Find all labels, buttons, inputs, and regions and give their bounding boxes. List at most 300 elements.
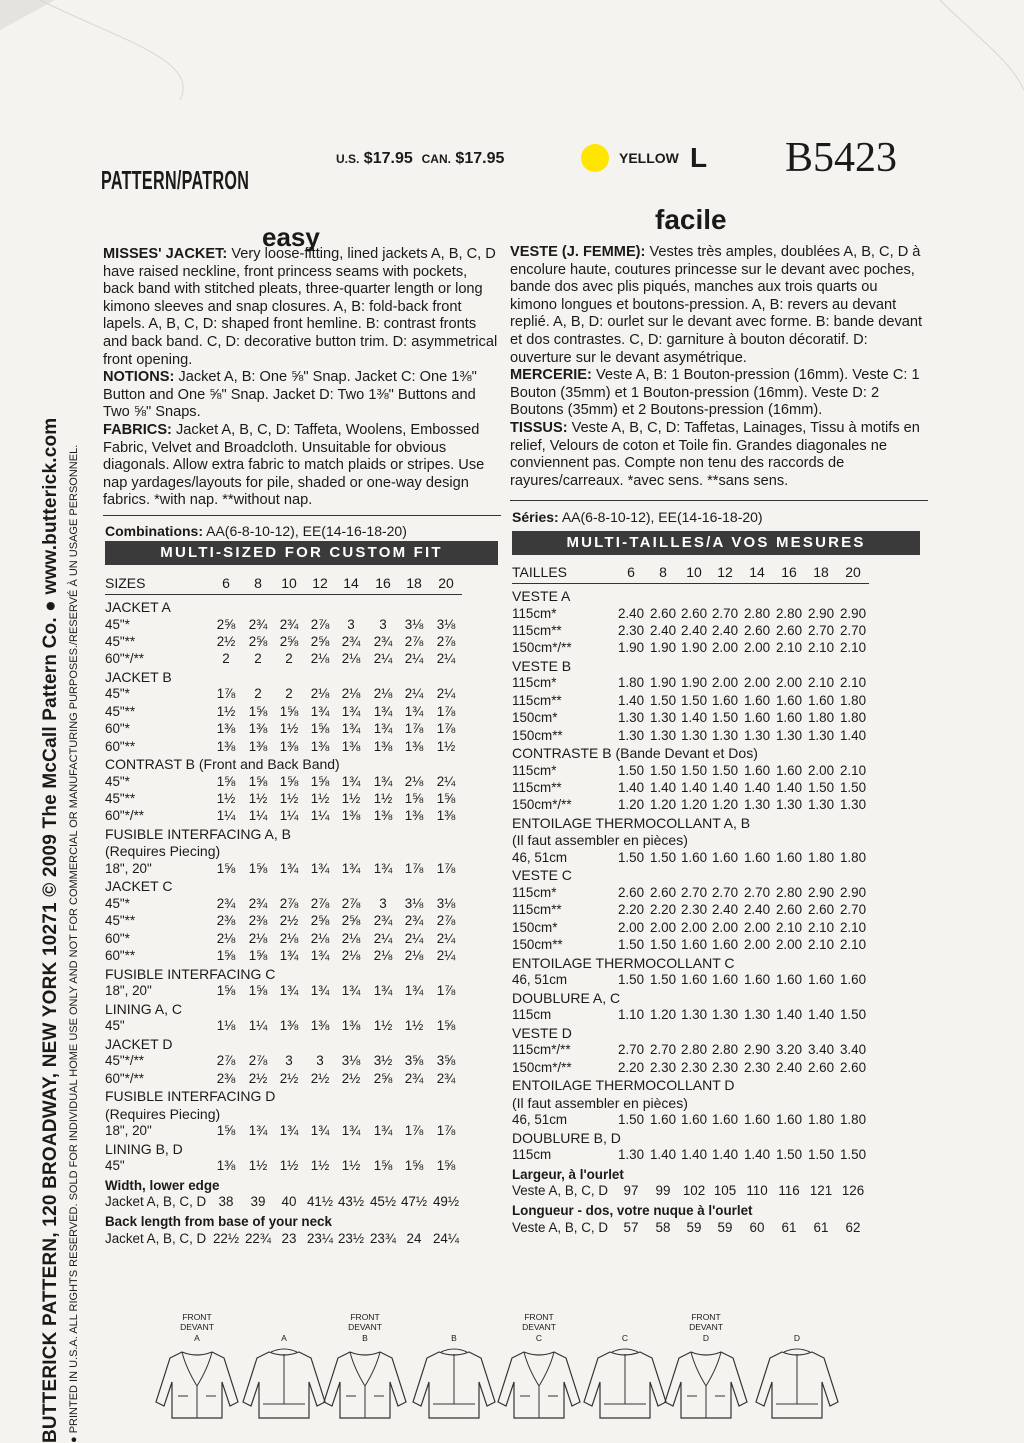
jacket-sketch-icon <box>752 1346 842 1426</box>
yardage-value: 1.80 <box>807 710 835 726</box>
size-column-header: 16 <box>375 575 391 591</box>
yardage-value: 1¾ <box>310 1123 330 1139</box>
yardage-value: 1.40 <box>649 1147 677 1163</box>
yardage-value: 1⅜ <box>279 738 299 754</box>
fabric-width-label: 115cm** <box>512 692 562 708</box>
yardage-value: 1.30 <box>711 727 739 743</box>
yardage-value: 1⅝ <box>279 773 299 789</box>
yardage-value: 2⅞ <box>279 896 299 911</box>
size-column-header: 16 <box>781 564 797 580</box>
yardage-value: 1.40 <box>711 780 739 795</box>
size-column-header: 20 <box>438 575 454 591</box>
yardage-value: 3 <box>379 896 387 911</box>
yardage-value: 2.40 <box>743 902 771 918</box>
yardage-value: 2.40 <box>680 623 708 638</box>
yardage-value: 1½ <box>373 1018 393 1034</box>
yardage-value: 1⅞ <box>216 686 236 702</box>
tissus-text: Veste A, B, C, D: Taffetas, Lainages, Tissu à motifs en relief, Velours de coton et Toile fin. Grandes diagonales ne conviennent pas. Compte non tenu des raccords de rayures/carreaux. *avec sens. **sans sens. <box>510 419 920 489</box>
yardage-value: 2½ <box>310 1070 330 1086</box>
yardage-value: 3⅝ <box>404 1053 424 1069</box>
yardage-value: 1.40 <box>711 1147 739 1163</box>
jacket-sketch-icon <box>320 1346 410 1426</box>
section-label: LINING A, C <box>105 1000 183 1017</box>
yardage-value: 1.90 <box>680 675 708 691</box>
yardage-value: 2¾ <box>373 913 393 929</box>
yardage-value: 2 <box>254 651 262 667</box>
yardage-value: 2⅝ <box>279 634 299 649</box>
yardage-value: 1.60 <box>775 972 803 988</box>
yardage-value: 1.60 <box>839 972 867 988</box>
fabric-width-label: 45"** <box>105 703 136 719</box>
yardage-value: 2.30 <box>711 1059 739 1075</box>
fabric-width-label: 115cm <box>512 1007 552 1023</box>
yardage-value: 1⅜ <box>310 1018 330 1034</box>
yardage-value: 1⅝ <box>310 773 330 789</box>
yardage-value: 1¾ <box>373 983 393 999</box>
yardage-value: 1.30 <box>711 1007 739 1023</box>
description-en <box>103 246 501 510</box>
yardage-value: 2⅞ <box>310 896 330 911</box>
yardage-value: 2¾ <box>279 616 299 632</box>
yardage-value: 1.40 <box>775 1007 803 1023</box>
backlen-value: 61 <box>781 1219 797 1235</box>
yardage-value: 2.40 <box>649 623 677 638</box>
yardage-value: 1⅞ <box>404 861 424 876</box>
spine-line-2: ● PRINTED IN U.S.A. ALL RIGHTS RESERVED. SOLD FOR INDIVIDUAL HOME USE ONLY AND NOT FOR COMMERCIAL OR MANUFACTURING PURPOSES./RESERVÉ À UN USAGE PERSONNEL. <box>68 444 80 1443</box>
veste-heading: VESTE (J. FEMME): <box>510 244 646 260</box>
yardage-value: 2⅛ <box>373 948 393 964</box>
jacket-heading: MISSES' JACKET: <box>103 246 228 262</box>
size-column-header: 12 <box>312 575 328 591</box>
yardage-value: 2.00 <box>711 919 739 935</box>
yardage-value: 2.30 <box>649 1059 677 1075</box>
yardage-value: 1½ <box>216 791 236 806</box>
yardage-value: 1.90 <box>680 640 708 656</box>
width-value: 97 <box>623 1182 639 1198</box>
yardage-value: 2.70 <box>617 1042 645 1058</box>
jacket-sketch-icon <box>580 1346 670 1426</box>
front-label: FRONT <box>691 1312 721 1322</box>
width-row-label: Veste A, B, C, D <box>512 1182 609 1198</box>
yardage-value: 2⅛ <box>310 930 330 946</box>
backlen-value: 59 <box>686 1219 702 1235</box>
yardage-value: 1.50 <box>711 710 739 726</box>
yardage-value: 1.80 <box>807 1112 835 1128</box>
fabric-width-label: 150cm* <box>512 710 558 726</box>
yardage-value: 2 <box>285 651 293 667</box>
fabric-width-label: 18", 20" <box>105 983 152 999</box>
yardage-value: 1⅝ <box>248 773 268 789</box>
yardage-value: 1¾ <box>279 861 299 876</box>
yardage-value: 1.50 <box>711 762 739 778</box>
yardage-value: 1.40 <box>617 692 645 708</box>
width-value: 126 <box>841 1182 865 1198</box>
yardage-table-fr <box>512 564 932 1324</box>
fabric-width-label: 45"** <box>105 913 136 929</box>
fabrics-description <box>103 422 501 510</box>
yardage-value: 1.80 <box>839 850 867 865</box>
yardage-value: 2.30 <box>680 902 708 918</box>
yardage-value: 2.90 <box>839 605 867 621</box>
yardage-value: 2.00 <box>649 919 677 935</box>
yardage-value: 2.00 <box>743 640 771 656</box>
yardage-value: 1¾ <box>404 703 424 719</box>
fabric-width-label: 115cm** <box>512 902 562 918</box>
yardage-value: 1⅜ <box>341 1018 361 1034</box>
yardage-value: 1.50 <box>617 850 645 865</box>
yardage-value: 2.00 <box>743 937 771 953</box>
yardage-value: 1.40 <box>680 1147 708 1163</box>
yardage-value: 1⅝ <box>216 1123 236 1139</box>
yardage-value: 2.80 <box>775 605 803 621</box>
section-label: ENTOILAGE THERMOCOLLANT A, B <box>512 814 751 831</box>
fabric-width-label: 115cm* <box>512 762 557 778</box>
yardage-value: 1.60 <box>743 972 771 988</box>
us-price: $17.95 <box>363 150 413 167</box>
yardage-value: 1¾ <box>373 1123 393 1139</box>
can-label: CAN. <box>421 152 451 166</box>
yardage-value: 2.00 <box>743 919 771 935</box>
yardage-value: 2.20 <box>617 1059 645 1075</box>
fabric-width-label: 60"*/** <box>105 1070 145 1086</box>
yardage-value: 1.60 <box>775 692 803 708</box>
yardage-value: 2.20 <box>617 902 645 918</box>
yardage-value: 1.60 <box>743 1112 771 1128</box>
spine-line-1: BUTTERICK PATTERN, 120 BROADWAY, NEW YORK 10271 © 2009 The McCall Pattern Co. ● www.butterick.com <box>40 417 61 1443</box>
yardage-value: 2.10 <box>839 937 867 953</box>
yardage-value: 1¼ <box>216 808 236 824</box>
sketch-view-letter: C <box>535 1333 543 1343</box>
yardage-value: 1.30 <box>649 710 677 726</box>
size-column-header: 6 <box>627 564 635 580</box>
yardage-value: 2.40 <box>711 623 739 638</box>
yardage-value: 1.50 <box>649 937 677 953</box>
fabric-width-label: 45" <box>105 1018 125 1034</box>
yardage-value: 1.40 <box>743 1147 771 1163</box>
yardage-value: 1.20 <box>617 797 645 813</box>
yardage-value: 1⅝ <box>216 948 236 964</box>
yardage-value: 1.20 <box>711 797 739 813</box>
yardage-value: 2.60 <box>775 623 803 638</box>
yardage-value: 1.30 <box>807 797 835 813</box>
yardage-value: 1.60 <box>775 850 803 865</box>
yardage-value: 1.30 <box>617 727 645 743</box>
yardage-value: 2.10 <box>807 919 835 935</box>
fabric-width-label: 45"* <box>105 773 130 789</box>
yardage-value: 1.30 <box>680 1007 708 1023</box>
yardage-value: 2⅛ <box>279 930 299 946</box>
yardage-value: 2⅜ <box>216 913 236 929</box>
yardage-value: 1.60 <box>775 710 803 726</box>
section-label: JACKET A <box>105 599 171 615</box>
yardage-value: 2.70 <box>839 623 867 638</box>
yardage-value: 1.50 <box>680 762 708 778</box>
devant-label: DEVANT <box>348 1322 382 1332</box>
yardage-value: 3⅛ <box>404 616 424 632</box>
yardage-value: 2¾ <box>248 616 268 632</box>
yardage-value: 1⅝ <box>404 791 424 806</box>
yardage-value: 2.40 <box>711 902 739 918</box>
yardage-value: 2⅛ <box>404 773 424 789</box>
fabrics-heading: FABRICS: <box>103 421 172 438</box>
width-row-label: Jacket A, B, C, D <box>105 1193 207 1209</box>
yardage-value: 1½ <box>279 721 299 737</box>
yardage-value: 2.70 <box>680 885 708 900</box>
fabric-width-label: 45"* <box>105 686 130 702</box>
yardage-value: 2.00 <box>711 640 739 656</box>
fabric-width-label: 45"* <box>105 896 130 911</box>
mercerie-text: Veste A, B: 1 Bouton-pression (16mm). Veste C: 1 Bouton (35mm) et 1 Bouton-pression (16mm). Veste D: 2 Boutons (35mm) et 2 Boutons-pression (16mm). <box>510 367 920 419</box>
divider <box>105 594 462 595</box>
yardage-value: 1⅞ <box>436 983 456 999</box>
backlen-value: 61 <box>813 1219 829 1235</box>
section-label: DOUBLURE B, D <box>512 1129 621 1146</box>
yardage-value: 1.30 <box>839 797 867 813</box>
yardage-value: 1.80 <box>839 710 867 726</box>
yardage-value: 1¾ <box>279 948 299 964</box>
yardage-value: 1¾ <box>341 983 361 999</box>
yardage-value: 1⅝ <box>436 1158 456 1174</box>
width-value: 102 <box>682 1182 706 1198</box>
fabric-width-label: 60"* <box>105 721 130 737</box>
yardage-value: 1.20 <box>680 797 708 813</box>
yardage-value: 2.70 <box>839 902 867 918</box>
yardage-value: 1.80 <box>839 1112 867 1128</box>
yardage-value: 2⅞ <box>248 1053 268 1069</box>
yardage-value: 1⅜ <box>216 738 236 754</box>
yardage-value: 1.40 <box>649 780 677 795</box>
yardage-value: 1.60 <box>711 972 739 988</box>
yardage-value: 2.10 <box>807 640 835 656</box>
sketch-view-letter: B <box>451 1333 457 1343</box>
section-label: (Requires Piecing) <box>105 1105 221 1122</box>
yardage-value: 1.60 <box>711 850 739 865</box>
yardage-value: 3⅛ <box>404 896 424 911</box>
yardage-value: 2⅜ <box>216 1070 236 1086</box>
yardage-value: 2¼ <box>404 651 424 667</box>
yardage-value: 1.80 <box>839 692 867 708</box>
yardage-value: 1.80 <box>807 850 835 865</box>
yardage-value: 1⅜ <box>341 808 361 824</box>
section-label: FUSIBLE INTERFACING D <box>105 1088 276 1104</box>
sketch-view-label <box>676 1312 736 1332</box>
fabric-width-label: 115cm*/** <box>512 1042 571 1058</box>
yardage-value: 1⅜ <box>248 738 268 754</box>
yardage-value: 1.30 <box>617 1147 645 1163</box>
yardage-value: 2⅛ <box>216 930 236 946</box>
mercerie-description <box>510 367 928 420</box>
yardage-value: 1.50 <box>807 780 835 795</box>
yardage-value: 2⅞ <box>310 616 330 632</box>
yardage-value: 1.60 <box>743 692 771 708</box>
yardage-value: 2⅞ <box>436 913 456 929</box>
yardage-value: 1¾ <box>341 703 361 719</box>
section-label: JACKET D <box>105 1035 173 1052</box>
yardage-value: 1.30 <box>743 1007 771 1023</box>
backlen-value: 23½ <box>337 1230 365 1246</box>
section-label: (Requires Piecing) <box>105 843 221 860</box>
yardage-value: 1.50 <box>680 692 708 708</box>
yardage-value: 3½ <box>373 1053 393 1069</box>
section-label: VESTE D <box>512 1024 572 1041</box>
sketch-view-letter: A <box>281 1333 287 1343</box>
width-value: 40 <box>281 1193 297 1209</box>
yardage-value: 1¾ <box>310 948 330 964</box>
notions-description <box>103 369 501 422</box>
yardage-value: 2¼ <box>436 773 456 789</box>
yardage-value: 2¼ <box>436 930 456 946</box>
front-label: FRONT <box>524 1312 554 1322</box>
yardage-value: 2¼ <box>436 686 456 702</box>
yardage-value: 1.30 <box>775 727 803 743</box>
yardage-value: 2.90 <box>743 1042 771 1058</box>
yardage-value: 1.50 <box>617 937 645 953</box>
yardage-value: 1⅜ <box>216 1158 236 1174</box>
backlen-value: 24 <box>406 1230 422 1246</box>
yardage-value: 1¼ <box>248 808 268 824</box>
fabrics-text: Jacket A, B, C, D: Taffeta, Woolens, Embossed Fabric, Velvet and Broadcloth. Unsuitable for obvious diagonals. Allow extra fabric to match plaids or stripes. Use nap yardages/layouts for pile, shaded or one-way design fabrics. *with nap. **without nap. <box>103 421 485 509</box>
yardage-value: 1¾ <box>279 1123 299 1139</box>
yardage-value: 1.60 <box>649 1112 677 1128</box>
yardage-value: 2⅛ <box>341 651 361 667</box>
yardage-value: 1.30 <box>743 797 771 813</box>
section-label: ENTOILAGE THERMOCOLLANT C <box>512 954 735 971</box>
yardage-value: 1.60 <box>743 762 771 778</box>
width-value: 121 <box>809 1182 833 1198</box>
notions-heading: NOTIONS: <box>103 369 175 386</box>
yardage-value: 2⅝ <box>341 913 361 929</box>
section-label: VESTE C <box>512 867 572 884</box>
sizes-label: TAILLES <box>512 564 567 580</box>
divider <box>103 515 501 516</box>
yardage-value: 2.10 <box>807 675 835 691</box>
yardage-value: 2⅞ <box>341 896 361 911</box>
yardage-value: 1½ <box>404 1018 424 1034</box>
sketch-view-letter: A <box>194 1333 200 1343</box>
yardage-value: 2.70 <box>711 605 739 621</box>
backlen-value: 23¾ <box>369 1230 397 1246</box>
devant-label: DEVANT <box>180 1322 214 1332</box>
backlen-value: 60 <box>749 1219 765 1235</box>
yardage-value: 3⅝ <box>436 1053 456 1069</box>
color-dot-icon <box>581 144 609 172</box>
yardage-value: 1.30 <box>807 727 835 743</box>
yardage-value: 1¾ <box>373 721 393 737</box>
jacket-sketch-icon <box>239 1346 329 1426</box>
yardage-value: 2.10 <box>839 640 867 656</box>
difficulty-en: easy <box>262 222 320 252</box>
yardage-value: 1.60 <box>743 710 771 726</box>
front-label: FRONT <box>182 1312 212 1322</box>
yardage-value: 1¾ <box>310 983 330 999</box>
yardage-value: 1.90 <box>649 640 677 656</box>
yardage-value: 2¾ <box>341 634 361 649</box>
yardage-value: 1½ <box>248 791 268 806</box>
width-label: Width, lower edge <box>105 1177 220 1193</box>
yardage-value: 2⅞ <box>216 1053 236 1069</box>
yardage-value: 3⅛ <box>436 896 456 911</box>
width-value: 116 <box>778 1182 800 1198</box>
front-label: FRONT <box>350 1312 380 1322</box>
yardage-value: 1⅜ <box>216 721 236 737</box>
yardage-value: 2¼ <box>436 948 456 964</box>
yardage-value: 2.60 <box>617 885 645 900</box>
backlen-label: Longueur - dos, votre nuque à l'ourlet <box>512 1202 753 1218</box>
yardage-value: 2.60 <box>743 623 771 638</box>
width-value: 41½ <box>306 1193 334 1209</box>
width-value: 45½ <box>369 1193 397 1209</box>
yardage-value: 1½ <box>279 1158 299 1174</box>
yardage-value: 2.90 <box>807 605 835 621</box>
yardage-value: 2.80 <box>775 885 803 900</box>
yardage-value: 2¼ <box>404 930 424 946</box>
yardage-value: 1½ <box>341 1158 361 1174</box>
jacket-sketch-icon <box>152 1346 242 1426</box>
yardage-value: 1¾ <box>373 773 393 789</box>
fabric-width-label: 60"** <box>105 948 136 964</box>
divider <box>512 583 869 584</box>
yardage-value: 2.70 <box>711 885 739 900</box>
sketch-view-label <box>335 1312 395 1332</box>
yardage-value: 2⅛ <box>341 930 361 946</box>
yardage-value: 1¾ <box>341 721 361 737</box>
jacket-sketch-icon <box>409 1346 499 1426</box>
size-column-header: 10 <box>281 575 297 591</box>
fabric-width-label: 46, 51cm <box>512 1112 568 1128</box>
difficulty-fr: facile <box>655 204 727 235</box>
yardage-value: 1⅜ <box>341 738 361 754</box>
tissus-heading: TISSUS: <box>510 419 568 436</box>
yardage-value: 1.50 <box>617 762 645 778</box>
yardage-value: 2.70 <box>649 1042 677 1058</box>
fabric-width-label: 150cm*/** <box>512 1059 572 1075</box>
backlen-value: 59 <box>717 1219 733 1235</box>
fabric-width-label: 60"* <box>105 930 130 946</box>
fabric-width-label: 150cm* <box>512 919 558 935</box>
yardage-value: 1⅞ <box>404 721 424 737</box>
width-value: 38 <box>218 1193 234 1209</box>
yardage-value: 2½ <box>279 1070 299 1086</box>
yardage-value: 2.10 <box>775 919 803 935</box>
size-column-header: 8 <box>254 575 262 591</box>
pattern-number: B5423 <box>785 135 898 181</box>
yardage-value: 2.40 <box>775 1059 803 1075</box>
fabric-width-label: 60"*/** <box>105 808 145 824</box>
yardage-value: 1.60 <box>711 937 739 953</box>
yardage-value: 1⅝ <box>310 721 330 737</box>
banner-fr: MULTI-TAILLES/A VOS MESURES <box>512 531 920 555</box>
devant-label: DEVANT <box>522 1322 556 1332</box>
yardage-value: 3 <box>316 1053 324 1069</box>
yardage-value: 2¾ <box>216 896 236 911</box>
yardage-value: 1.40 <box>617 780 645 795</box>
yardage-value: 2⅝ <box>248 634 268 649</box>
yardage-value: 2.00 <box>743 675 771 691</box>
yardage-value: 2.80 <box>743 605 771 621</box>
yardage-value: 1⅞ <box>404 1123 424 1139</box>
jacket-sketch-icon <box>494 1346 584 1426</box>
yardage-value: 2½ <box>279 913 299 929</box>
yardage-value: 2¾ <box>373 634 393 649</box>
yardage-value: 1½ <box>373 791 393 806</box>
yardage-value: 1⅝ <box>404 1158 424 1174</box>
yardage-value: 1.40 <box>775 780 803 795</box>
yardage-value: 2.60 <box>649 605 677 621</box>
section-label: ENTOILAGE THERMOCOLLANT D <box>512 1077 735 1093</box>
yardage-value: 1.30 <box>649 727 677 743</box>
yardage-value: 2.60 <box>839 1059 867 1075</box>
backlen-row-label: Jacket A, B, C, D <box>105 1230 207 1246</box>
